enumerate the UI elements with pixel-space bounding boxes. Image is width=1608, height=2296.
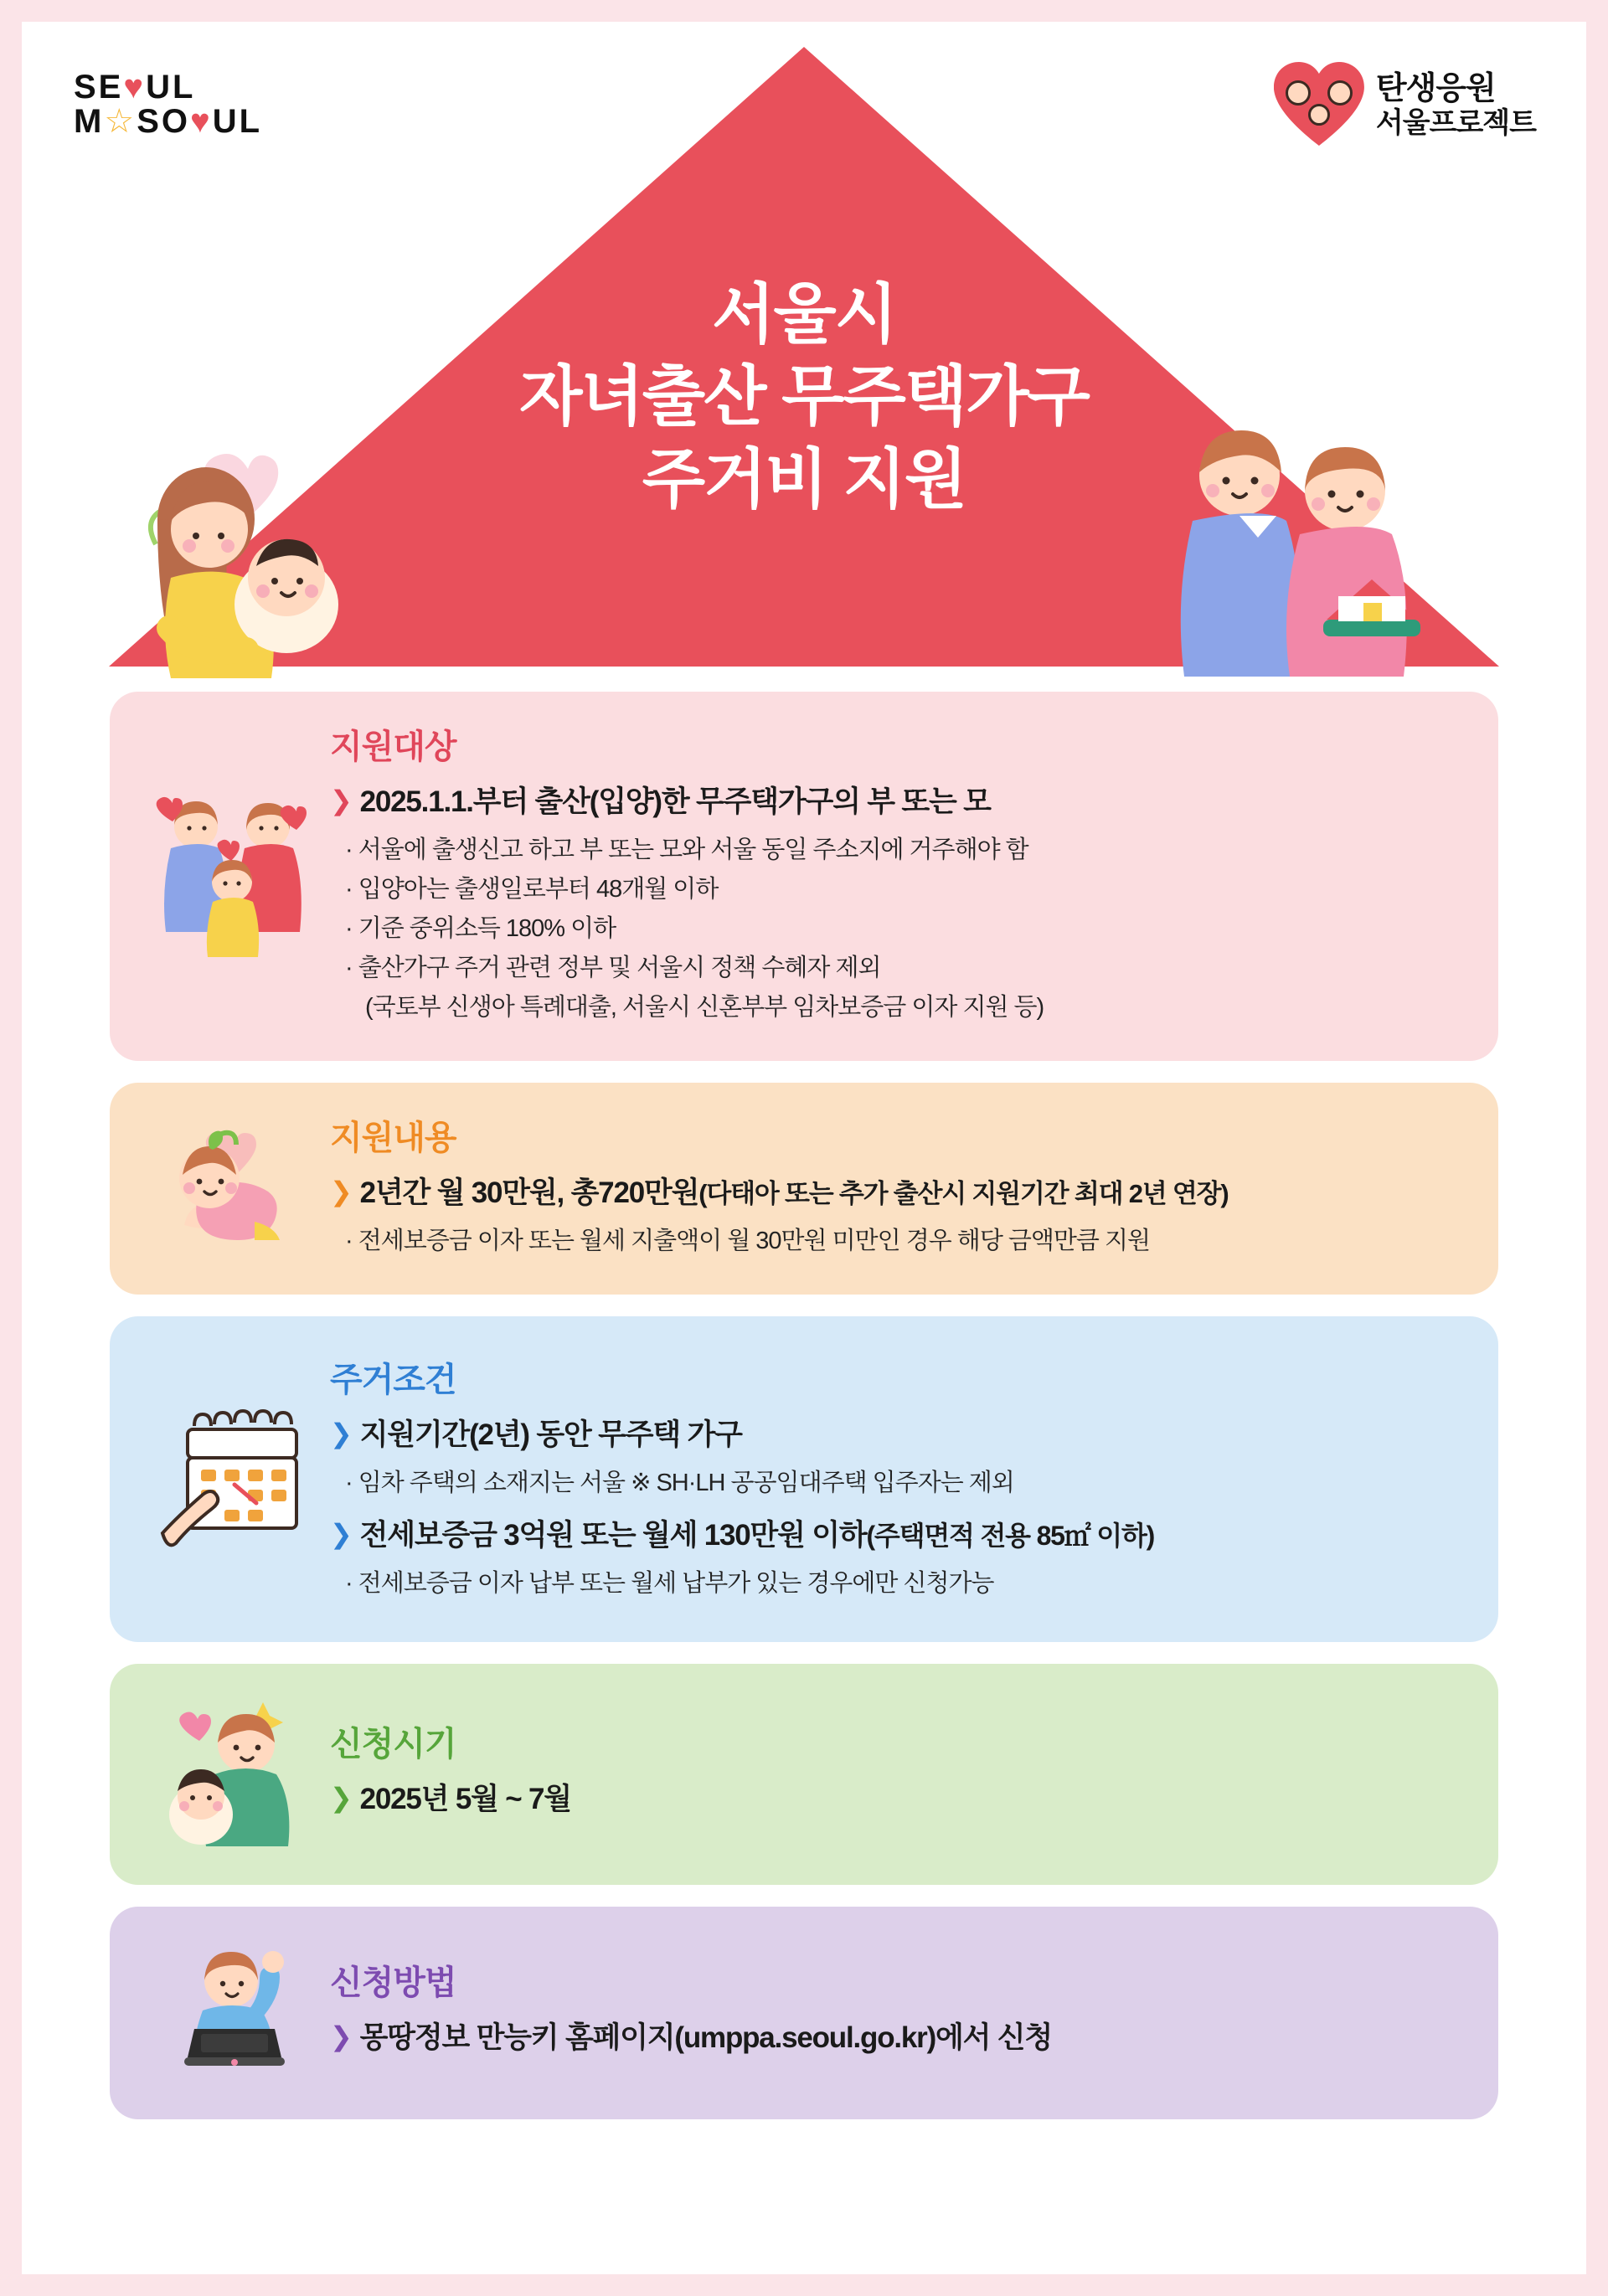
crawling-baby-icon: [143, 1123, 323, 1248]
card-sub-1: · 전세보증금 이자 또는 월세 지출액이 월 30만원 미만인 경우 해당 금액만큼 지원: [345, 1227, 1151, 1254]
calendar-icon: [143, 1403, 323, 1553]
card-apply-method: [110, 1907, 1498, 2119]
card-support-target: [110, 692, 1498, 1061]
card-main-point: [330, 1779, 1460, 1820]
card-main-point-1: [330, 1414, 1460, 1455]
chevron-right-icon: ❯: [330, 1782, 352, 1813]
card-heading: 신청시기: [330, 1725, 456, 1763]
seoul-logo: SE♥UL M☆SO♥UL: [74, 69, 263, 140]
poster-header: [22, 22, 1586, 692]
heart-family-icon: [1274, 62, 1364, 149]
card-main-normal: (다태아 또는 추가 출산시 지원기간 최대 2년 연장): [698, 1178, 1229, 1208]
card-housing-condition: [110, 1316, 1498, 1642]
card-heading: 주거조건: [330, 1361, 456, 1398]
chevron-right-icon: ❯: [330, 1518, 352, 1549]
card-sub-5: (국토부 신생아 특례대출, 서울시 신혼부부 임차보증금 이자 지원 등): [365, 993, 1044, 1021]
card-main-strong: 2년간 월 30만원, 총720만원: [359, 1176, 699, 1209]
card-sub-3: · 기준 중위소득 180% 이하: [345, 914, 616, 942]
chevron-right-icon: ❯: [330, 1418, 352, 1449]
card-heading: 신청방법: [330, 1964, 456, 2001]
card-main-text: 2025.1.1.부터 출산(입양)한 무주택가구의 부 또는 모: [359, 785, 991, 818]
title-line-3: 주거비 지원: [642, 441, 966, 516]
card-heading: 지원대상: [330, 728, 456, 765]
card-main-text: 2025년 5월 ~ 7월: [359, 1782, 571, 1815]
title-line-1: 서울시: [711, 277, 897, 351]
family-three-icon: [143, 790, 323, 957]
card-main-point: [330, 781, 1460, 822]
card-sub-4: · 출산가구 주거 관련 정부 및 서울시 정책 수혜자 제외: [345, 954, 881, 981]
chevron-right-icon: ❯: [330, 785, 352, 816]
card-main-point: [330, 2017, 1460, 2058]
chevron-right-icon: ❯: [330, 2021, 352, 2051]
title-line-2: 자녀출산 무주택가구: [519, 359, 1089, 434]
card-main-text-1: 지원기간(2년) 동안 무주택 가구: [359, 1418, 742, 1451]
campaign-line2: 서울프로젝트: [1375, 107, 1536, 140]
card-main-point: [330, 1172, 1460, 1213]
card-main-point-2: [330, 1515, 1460, 1556]
card-sub-2: · 전세보증금 이자 납부 또는 월세 납부가 있는 경우에만 신청가능: [345, 1569, 994, 1597]
card-heading: 지원내용: [330, 1119, 456, 1156]
card-main-strong-2: 전세보증금 3억원 또는 월세 130만원 이하: [359, 1518, 867, 1552]
card-sub-1: · 서울에 출생신고 하고 부 또는 모와 서울 동일 주소지에 거주해야 함: [345, 837, 1028, 863]
card-list: [22, 692, 1586, 2175]
card-sub-2: · 입양아는 출생일로부터 48개월 이하: [345, 875, 719, 903]
card-sub-1: · 임차 주택의 소재지는 서울 ※ SH·LH 공공임대주택 입주자는 제외: [345, 1469, 1014, 1496]
mother-with-baby-illustration: [122, 419, 399, 687]
laptop-person-icon: [143, 1940, 323, 2082]
mother-baby-icon: [143, 1697, 323, 1848]
campaign-line1: 탄생응원: [1375, 70, 1496, 106]
chevron-right-icon: ❯: [330, 1176, 352, 1207]
campaign-logo: [1274, 62, 1536, 149]
card-support-content: [110, 1083, 1498, 1295]
card-apply-period: [110, 1664, 1498, 1885]
couple-with-house-illustration: [1159, 410, 1461, 687]
card-main-text: 몽땅정보 만능키 홈페이지(umppa.seoul.go.kr)에서 신청: [359, 2021, 1053, 2054]
card-main-normal-2: (주택면적 전용 85㎡ 이하): [866, 1520, 1155, 1551]
